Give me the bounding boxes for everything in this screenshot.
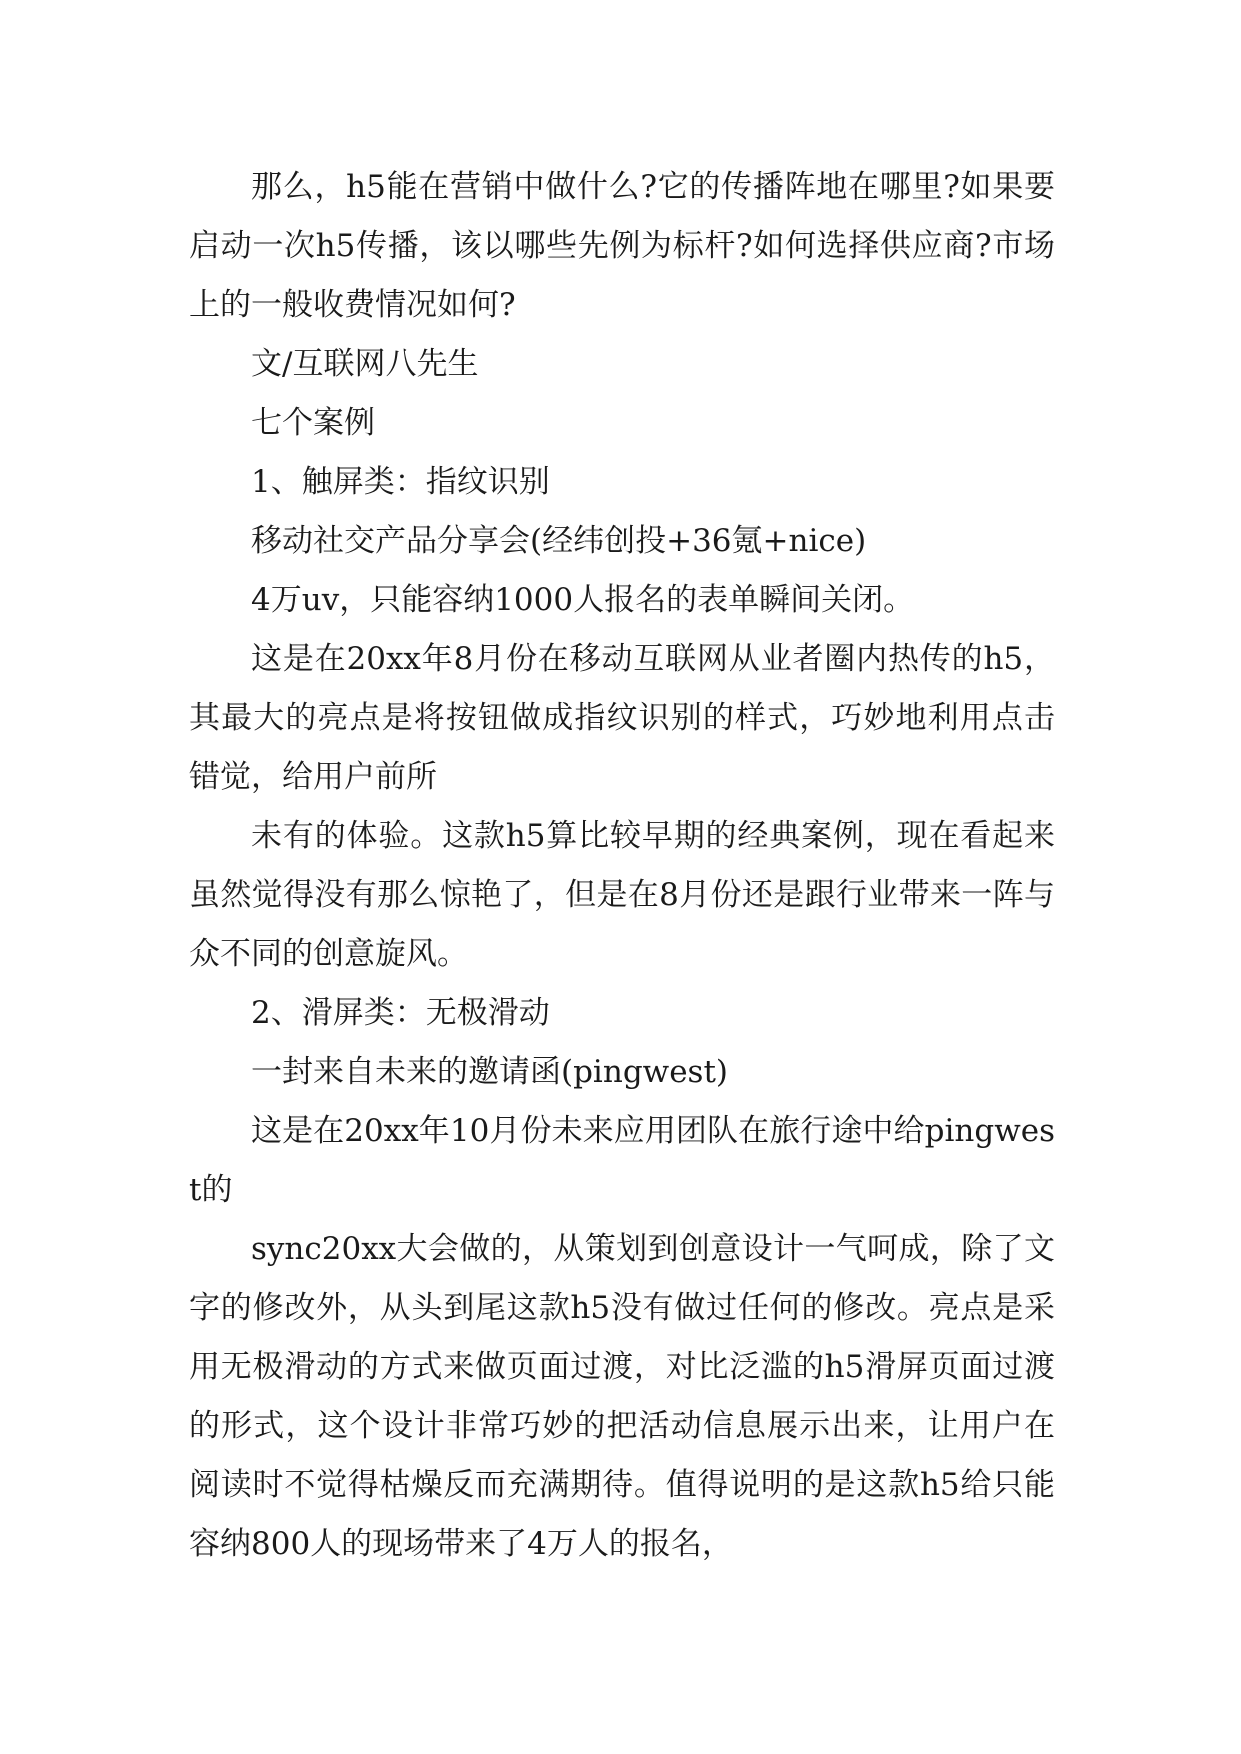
case-2-description: 这是在20xx年10月份未来应用团队在旅行途中给pingwest的 [189,1113,1055,1208]
paragraph-intro-questions: 那么，h5能在营销中做什么?它的传播阵地在哪里?如果要启动一次h5传播，该以哪些先例为标杆?如何选择供应商?市场上的一般收费情况如何? [189,169,1055,323]
case-heading-1: 1、触屏类：指纹识别 [251,464,550,500]
case-1-description: 这是在20xx年8月份在移动互联网从业者圈内热传的h5，其最大的亮点是将按钮做成指纹识别的样式，巧妙地利用点击错觉，给用户前所 [189,641,1055,795]
case-1-result: 4万uv，只能容纳1000人报名的表单瞬间关闭。 [251,582,915,618]
case-2-description-continued: sync20xx大会做的，从策划到创意设计一气呵成，除了文字的修改外，从头到尾这款h5没有做过任何的修改。亮点是采用无极滑动的方式来做页面过渡，对比泛滥的h5滑屏页面过渡的形式，这个设计非常巧妙的把活动信息展示出来，让用户在阅读时不觉得枯燥反而充满期待。值得说明的是这款h5给只能容纳800人的现场带来了4万人的报名， [189,1231,1055,1562]
case-1-description-continued: 未有的体验。这款h5算比较早期的经典案例，现在看起来虽然觉得没有那么惊艳了，但是在8月份还是跟行业带来一阵与众不同的创意旋风。 [189,818,1055,972]
paragraph-author: 文/互联网八先生 [251,346,479,382]
case-1-title: 移动社交产品分享会(经纬创投+36氪+nice) [251,523,867,559]
case-heading-2: 2、滑屏类：无极滑动 [251,995,550,1031]
section-heading-seven-cases: 七个案例 [251,405,375,441]
document-body [189,158,1055,1574]
case-2-title: 一封来自未来的邀请函(pingwest) [251,1054,729,1090]
